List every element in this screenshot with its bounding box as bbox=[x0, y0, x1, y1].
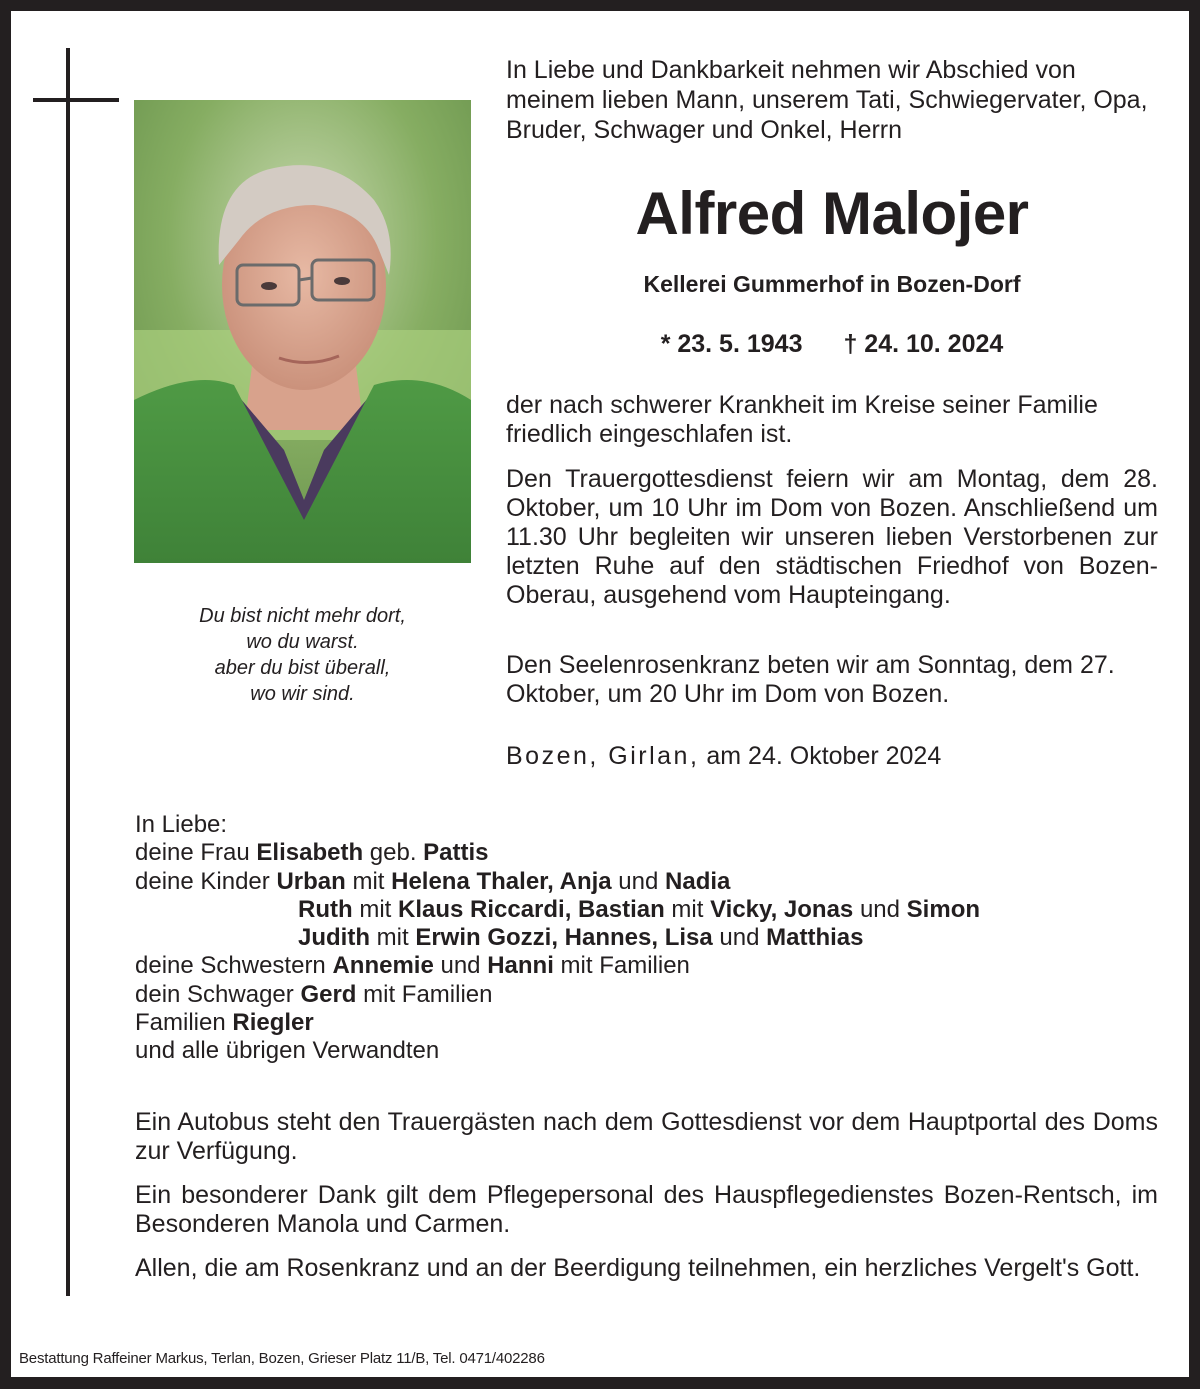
family-relation-text: mit bbox=[345, 867, 392, 895]
family-member-name: Riegler bbox=[232, 1009, 314, 1037]
family-relation-text: deine Frau bbox=[135, 839, 257, 867]
family-list bbox=[135, 811, 1135, 1066]
family-row bbox=[135, 868, 1135, 896]
life-dates bbox=[506, 327, 1158, 361]
family-member-name: Ruth bbox=[298, 895, 353, 923]
quote-line: wo wir sind. bbox=[250, 683, 355, 705]
family-member-name: Nadia bbox=[665, 867, 731, 895]
family-member-name: Helena Thaler, Anja bbox=[391, 867, 612, 895]
family-member-name: Elisabeth bbox=[256, 839, 364, 867]
memorial-quote bbox=[134, 603, 471, 707]
obituary-card bbox=[11, 11, 1189, 1377]
family-row bbox=[135, 924, 1135, 952]
undertaker-footer: Bestattung Raffeiner Markus, Terlan, Bozen, Grieser Platz 11/B, Tel. 0471/402286 bbox=[19, 1350, 545, 1367]
family-relation-text: mit Familien bbox=[553, 952, 690, 980]
family-row bbox=[135, 839, 1135, 867]
family-relation-text: mit Familien bbox=[356, 980, 493, 1008]
bus-note: Ein Autobus steht den Trauergästen nach dem Gottesdienst vor dem Hauptportal des Doms zur Verfügung. bbox=[135, 1108, 1158, 1165]
family-row bbox=[135, 896, 1135, 924]
family-relation-text: deine Kinder bbox=[135, 867, 277, 895]
vergelts-gott-note: Allen, die am Rosenkranz und an der Beerdigung teilnehmen, ein herzliches Vergelt's Gott. bbox=[135, 1254, 1141, 1282]
place: Bozen, Girlan, bbox=[506, 742, 700, 770]
family-heading: In Liebe: bbox=[135, 811, 228, 838]
family-rows bbox=[135, 839, 1135, 1065]
family-member-name: Annemie bbox=[332, 952, 434, 980]
place-and-date bbox=[506, 741, 1158, 771]
family-relation-text: deine Schwestern bbox=[135, 952, 333, 980]
rosary-text: Den Seelenrosenkranz beten wir am Sonntag, dem 27. Oktober, um 20 Uhr im Dom von Bozen. bbox=[506, 651, 1115, 708]
family-relation-text: mit bbox=[370, 924, 416, 952]
family-member-name: Simon bbox=[906, 895, 981, 923]
company-line: Kellerei Gummerhof in Bozen-Dorf bbox=[643, 271, 1021, 297]
family-member-name: Judith bbox=[298, 924, 370, 952]
family-relation-text: und bbox=[853, 895, 907, 923]
family-relation-text: dein Schwager bbox=[135, 980, 301, 1008]
family-row bbox=[135, 1037, 1135, 1065]
family-relation-text: mit bbox=[664, 895, 711, 923]
cross-icon-vertical bbox=[66, 48, 70, 1296]
family-relation-text: geb. bbox=[363, 839, 424, 867]
family-relation-text: mit bbox=[352, 895, 398, 923]
family-relation-text: und alle übrigen Verwandten bbox=[135, 1037, 440, 1065]
family-row bbox=[135, 981, 1135, 1009]
family-relation-text: und bbox=[611, 867, 666, 895]
portrait-photo bbox=[134, 100, 471, 563]
passing-text: der nach schwerer Krankheit im Kreise seiner Familie friedlich eingeschlafen ist. bbox=[506, 391, 1098, 448]
death-date: † 24. 10. 2024 bbox=[843, 330, 1004, 358]
family-member-name: Urban bbox=[276, 867, 346, 895]
quote-line: aber du bist überall, bbox=[214, 657, 391, 679]
family-relation-text: und bbox=[433, 952, 488, 980]
thanks-note: Ein besonderer Dank gilt dem Pflegepersonal des Hauspflegedienstes Bozen-Rentsch, im Besonderen Manola und Carmen. bbox=[135, 1181, 1158, 1238]
funeral-text: Den Trauergottesdienst feiern wir am Montag, dem 28. Oktober, um 10 Uhr im Dom von Bozen. Anschließend um 11.30 Uhr begleiten wir unseren lieben Verstorbenen zur letzten Ruhe auf den städtischen Friedhof von Bozen-Oberau, ausgehend vom Haupteingang. bbox=[506, 465, 1158, 609]
intro-text: In Liebe und Dankbarkeit nehmen wir Abschied von meinem lieben Mann, unserem Tati, Schwiegervater, Opa, Bruder, Schwager und Onkel, Herrn bbox=[506, 56, 1148, 144]
family-relation-text: und bbox=[712, 924, 767, 952]
family-relation-text: Familien bbox=[135, 1009, 233, 1037]
notice-date: am 24. Oktober 2024 bbox=[706, 742, 942, 770]
family-member-name: Pattis bbox=[423, 839, 489, 867]
quote-line: wo du warst. bbox=[246, 631, 359, 653]
family-member-name: Klaus Riccardi, Bastian bbox=[397, 895, 665, 923]
family-member-name: Gerd bbox=[300, 980, 357, 1008]
birth-date: * 23. 5. 1943 bbox=[660, 330, 803, 358]
family-member-name: Erwin Gozzi, Hannes, Lisa bbox=[415, 924, 713, 952]
family-row bbox=[135, 1009, 1135, 1037]
quote-line: Du bist nicht mehr dort, bbox=[199, 605, 406, 627]
family-member-name: Hanni bbox=[487, 952, 554, 980]
family-member-name: Matthias bbox=[766, 924, 864, 952]
deceased-name: Alfred Malojer bbox=[635, 180, 1029, 247]
family-member-name: Vicky, Jonas bbox=[710, 895, 854, 923]
cross-icon-horizontal bbox=[33, 98, 119, 102]
family-row bbox=[135, 952, 1135, 980]
